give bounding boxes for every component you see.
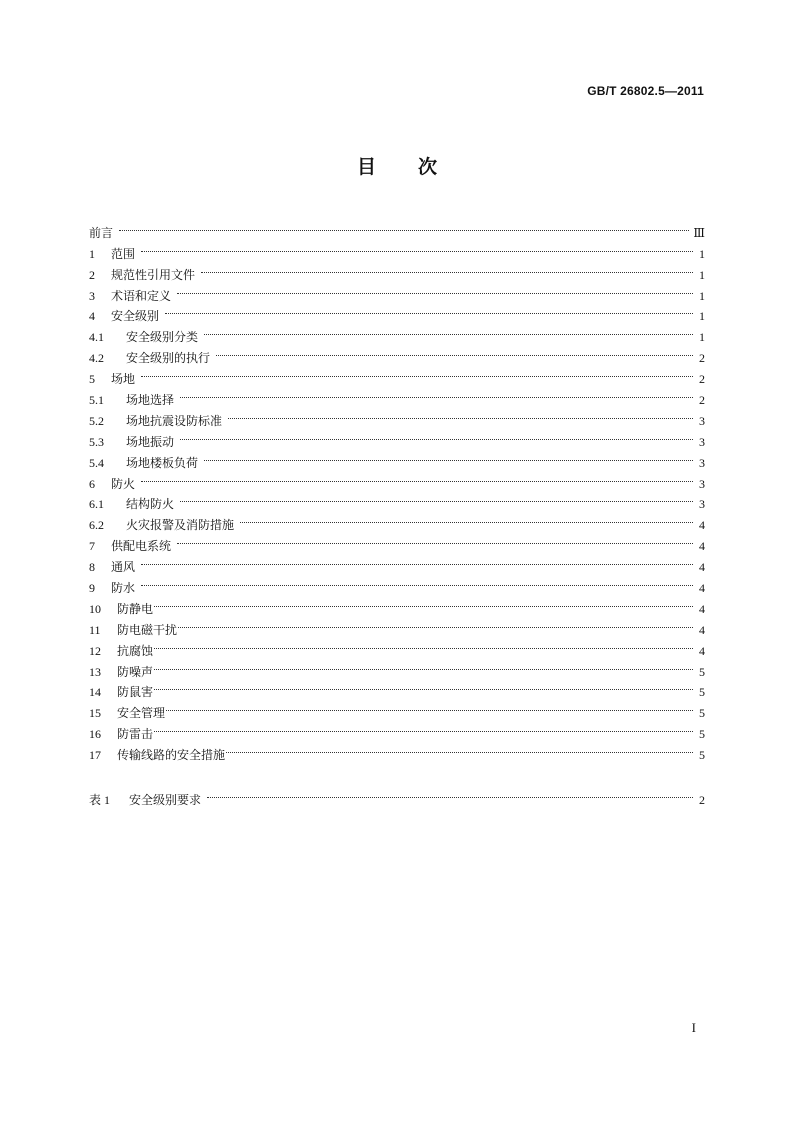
toc-entry-page: 5 xyxy=(699,685,705,700)
toc-entry[interactable] xyxy=(89,696,705,721)
toc-entry-number: 12 xyxy=(89,643,101,658)
toc-entry-page: 4 xyxy=(699,518,705,533)
toc-entry[interactable] xyxy=(89,571,705,596)
dot-leader xyxy=(180,488,693,509)
dot-leader xyxy=(177,279,693,300)
dot-leader xyxy=(180,425,693,446)
toc-entry[interactable] xyxy=(89,425,705,449)
dot-leader xyxy=(240,508,693,529)
toc-entry-number: 4.2 xyxy=(89,351,104,366)
toc-entry[interactable] xyxy=(89,676,705,700)
toc-entry-title: 防噪声 xyxy=(117,664,154,679)
toc-entry-title: 场地楼板负荷 xyxy=(126,455,199,470)
table-entry-number: 表 1 xyxy=(89,792,111,807)
toc-entry[interactable] xyxy=(89,738,705,763)
dot-leader xyxy=(119,216,689,237)
toc-entry-page: 5 xyxy=(699,727,705,742)
dot-leader xyxy=(154,592,693,613)
toc-entry-number: 1 xyxy=(89,246,95,261)
toc-entry[interactable] xyxy=(89,300,705,324)
toc-entry-page: 1 xyxy=(699,246,705,261)
toc-entry-page: 3 xyxy=(699,413,705,428)
dot-leader xyxy=(204,320,693,341)
toc-entry-number: 6.2 xyxy=(89,518,104,533)
toc-entry-page: 1 xyxy=(699,267,705,282)
toc-entry-number: 8 xyxy=(89,560,95,575)
toc-entry-title: 结构防火 xyxy=(126,497,175,512)
dot-leader xyxy=(154,634,693,655)
page-title: 目次 xyxy=(356,156,479,178)
toc-entry-number: 16 xyxy=(89,727,101,742)
dot-leader xyxy=(204,446,693,467)
dot-leader xyxy=(207,783,693,804)
dot-leader xyxy=(226,738,693,759)
toc-entry-page: 1 xyxy=(699,309,705,324)
toc-entry[interactable] xyxy=(89,529,705,554)
toc-entry-title: 防静电 xyxy=(117,601,154,616)
toc-entry-title: 防电磁干扰 xyxy=(117,622,178,637)
toc-entry-title: 火灾报警及消防措施 xyxy=(126,518,235,533)
toc-entry-page: 4 xyxy=(699,539,705,554)
toc-entry[interactable] xyxy=(89,237,705,261)
toc-entry-page: 2 xyxy=(699,372,705,387)
toc-entry-number: 17 xyxy=(89,748,101,763)
toc-entry-title: 防雷击 xyxy=(117,727,154,742)
toc-entry-title: 场地 xyxy=(111,372,136,387)
toc-entry-title: 供配电系统 xyxy=(111,539,172,554)
toc-entry-page: 4 xyxy=(699,622,705,637)
toc-entry-title: 规范性引用文件 xyxy=(111,267,196,282)
dot-leader xyxy=(141,467,693,488)
toc-entry-page: 1 xyxy=(699,288,705,303)
toc-entry-title: 传输线路的安全措施 xyxy=(117,748,226,763)
toc-entry-title: 防水 xyxy=(111,581,136,596)
toc-entry-title: 防火 xyxy=(111,476,136,491)
toc-entry-title: 抗腐蚀 xyxy=(117,643,154,658)
dot-leader xyxy=(177,529,693,550)
toc-entry-page: 4 xyxy=(699,643,705,658)
toc-entry-number: 5 xyxy=(89,372,95,387)
dot-leader xyxy=(165,300,693,321)
toc-entry-page: 1 xyxy=(699,330,705,345)
table-entry-page: 2 xyxy=(699,792,705,807)
toc-entry-title: 术语和定义 xyxy=(111,288,172,303)
toc-entry-page: 4 xyxy=(699,560,705,575)
toc-entry-number: 4 xyxy=(89,309,95,324)
toc-entry-page: 5 xyxy=(699,706,705,721)
toc-entry[interactable] xyxy=(89,279,705,303)
toc-entry[interactable] xyxy=(89,362,705,387)
toc-entry[interactable] xyxy=(89,383,705,408)
toc-entry[interactable] xyxy=(89,655,705,679)
list-of-tables xyxy=(89,783,705,807)
toc-entry-title: 场地振动 xyxy=(126,434,175,449)
toc-entry[interactable] xyxy=(89,550,705,575)
toc-entry-title: 前言 xyxy=(89,225,114,240)
toc-entry[interactable] xyxy=(89,488,705,512)
toc-entry[interactable] xyxy=(89,446,705,470)
toc-entry[interactable] xyxy=(89,258,705,282)
toc-entry[interactable] xyxy=(89,508,705,533)
toc-entry-number: 5.1 xyxy=(89,393,104,408)
dot-leader xyxy=(166,696,693,717)
dot-leader xyxy=(228,404,693,425)
toc-entry-title: 场地抗震设防标准 xyxy=(126,413,223,428)
table-of-contents xyxy=(89,216,705,763)
toc-entry-number: 15 xyxy=(89,706,101,721)
toc-entry-page: 3 xyxy=(699,434,705,449)
toc-entry-page: 2 xyxy=(699,351,705,366)
dot-leader xyxy=(154,717,693,738)
toc-entry-page: 2 xyxy=(699,393,705,408)
toc-entry[interactable] xyxy=(89,404,705,428)
toc-entry-title: 安全级别分类 xyxy=(126,330,199,345)
toc-entry-number: 11 xyxy=(89,622,101,637)
toc-entry-number: 9 xyxy=(89,581,95,596)
toc-entry-number: 10 xyxy=(89,601,101,616)
dot-leader xyxy=(141,550,693,571)
toc-entry-page: 5 xyxy=(699,748,705,763)
toc-entry-page: 3 xyxy=(699,455,705,470)
toc-entry-number: 3 xyxy=(89,288,95,303)
toc-entry-page: 3 xyxy=(699,497,705,512)
toc-entry[interactable] xyxy=(89,216,705,240)
toc-entry-number: 5.2 xyxy=(89,413,104,428)
toc-entry-title: 安全级别 xyxy=(111,309,160,324)
toc-entry-number: 14 xyxy=(89,685,101,700)
toc-entry-number: 13 xyxy=(89,664,101,679)
toc-entry-page: 3 xyxy=(699,476,705,491)
toc-entry-title: 范围 xyxy=(111,246,136,261)
toc-entry-page: Ⅲ xyxy=(693,225,705,240)
toc-entry[interactable] xyxy=(89,613,705,637)
toc-entry[interactable] xyxy=(89,634,705,658)
toc-entry-page: 4 xyxy=(699,581,705,596)
toc-entry-title: 通风 xyxy=(111,560,136,575)
dot-leader xyxy=(216,341,693,362)
toc-entry[interactable] xyxy=(89,467,705,491)
toc-entry-number: 6 xyxy=(89,476,95,491)
dot-leader xyxy=(154,676,693,697)
dot-leader xyxy=(180,383,693,404)
dot-leader xyxy=(141,571,693,592)
toc-entry-number: 6.1 xyxy=(89,497,104,512)
dot-leader xyxy=(154,655,693,676)
table-entry-title: 安全级别要求 xyxy=(129,792,202,807)
toc-entry[interactable] xyxy=(89,592,705,616)
toc-entry-number: 7 xyxy=(89,539,95,554)
dot-leader xyxy=(141,362,693,383)
toc-entry-number: 5.4 xyxy=(89,455,104,470)
standard-number: GB/T 26802.5—2011 xyxy=(587,84,704,98)
toc-entry-title: 安全管理 xyxy=(117,706,166,721)
toc-entry[interactable] xyxy=(89,717,705,742)
dot-leader xyxy=(201,258,693,279)
dot-leader xyxy=(141,237,693,258)
page-number: I xyxy=(691,1020,696,1035)
toc-entry[interactable] xyxy=(89,320,705,345)
toc-entry-number: 2 xyxy=(89,267,95,282)
toc-entry-number: 5.3 xyxy=(89,434,104,449)
dot-leader xyxy=(178,613,693,634)
toc-entry-title: 安全级别的执行 xyxy=(126,351,211,366)
toc-entry-title: 场地选择 xyxy=(126,393,175,408)
toc-entry-title: 防鼠害 xyxy=(117,685,154,700)
table-entry[interactable] xyxy=(89,783,705,807)
toc-entry-page: 4 xyxy=(699,601,705,616)
toc-entry-page: 5 xyxy=(699,664,705,679)
toc-entry-number: 4.1 xyxy=(89,330,104,345)
